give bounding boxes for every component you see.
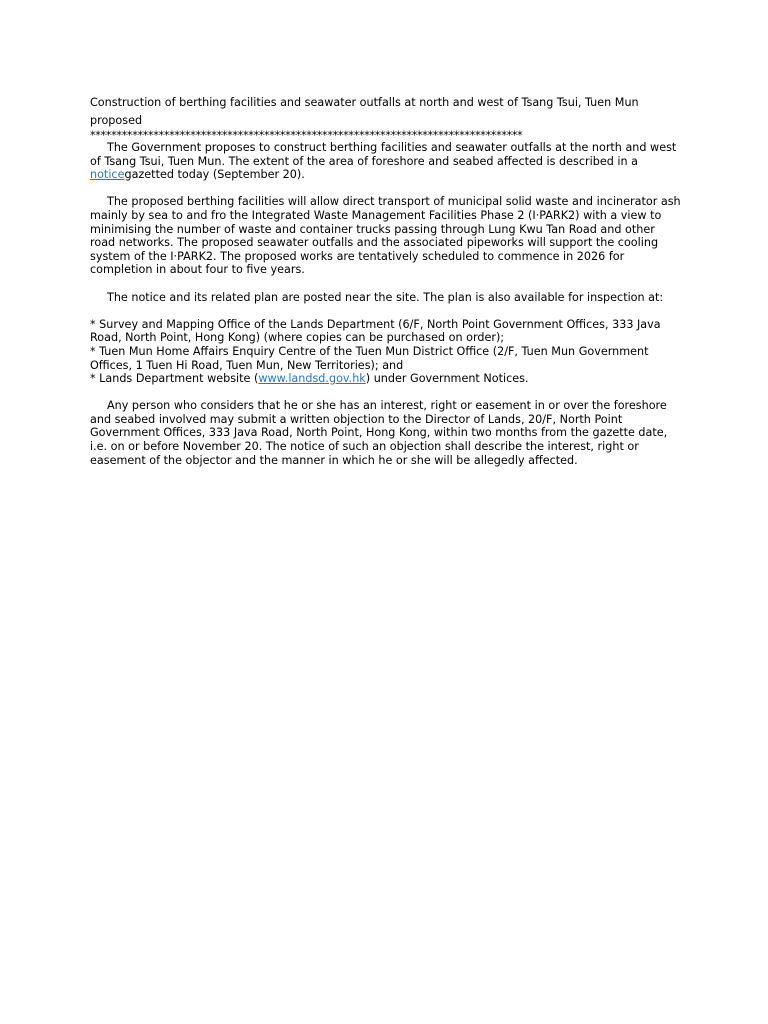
paragraph-4 xyxy=(90,399,682,467)
notice-link[interactable]: notice xyxy=(90,168,125,182)
paragraph-gap xyxy=(90,304,682,318)
paragraph-gap xyxy=(90,277,682,291)
separator-line: ********************************************************************************** xyxy=(90,130,523,141)
inspection-list-item-2: * Tuen Mun Home Affairs Enquiry Centre of the Tuen Mun District Office (2/F, Tuen Mun Government Offices, 1 Tuen Hi Road, Tuen Mun, New Territories); and xyxy=(90,344,649,372)
list-item-3-text-end: ) under Government Notices. xyxy=(365,372,529,386)
paragraph-1-text-end: gazetted today (September 20). xyxy=(124,168,305,182)
paragraph-gap xyxy=(90,182,682,196)
paragraph-2-text: The proposed berthing facilities will allow direct transport of municipal solid waste and incinerator ash mainly by sea to and fro the Integrated Waste Management Facilities Phase 2 (I·PARK2) with a view to minimising the number of waste and container trucks passing through Lung Kwu Tan Road and other road networks. The proposed seawater outfalls and the associated pipeworks will support the cooling system of the I·PARK2. The proposed works are tentatively scheduled to commence in 2026 for completion in about four to five years. xyxy=(90,195,681,277)
list-item-3-text: * Lands Department website ( xyxy=(90,372,259,386)
title-line-1: Construction of berthing facilities and seawater outfalls at north and west of Tsang Tsui, Tuen Mun xyxy=(90,96,639,109)
paragraph-3 xyxy=(90,291,682,305)
paragraph-4-text: Any person who considers that he or she has an interest, right or easement in or over the foreshore and seabed involved may submit a written objection to the Director of Lands, 20/F, North Point Government Offices, 333 Java Road, North Point, Hong Kong, within two months from the gazette date, i.e. on or before November 20. The notice of such an objection shall describe the interest, right or easement of the objector and the manner in which he or she will be allegedly affected. xyxy=(90,399,668,467)
paragraph-gap xyxy=(90,386,682,400)
paragraph-2 xyxy=(90,195,682,277)
paragraph-1-text: The Government proposes to construct berthing facilities and seawater outfalls at the north and west of Tsang Tsui, Tuen Mun. The extent of the area of foreshore and seabed affected is described in a xyxy=(90,141,677,168)
paragraph-1 xyxy=(90,141,682,182)
title-line-2: proposed xyxy=(90,114,143,127)
document-title xyxy=(90,94,682,130)
inspection-list-item-3 xyxy=(90,372,682,386)
paragraph-3-text: The notice and its related plan are posted near the site. The plan is also available for inspection at: xyxy=(107,290,664,304)
press-release-document xyxy=(90,94,682,467)
inspection-list-item-1: * Survey and Mapping Office of the Lands Department (6/F, North Point Government Offices, 333 Java Road, North Point, Hong Kong) (where copies can be purchased on order); xyxy=(90,317,661,345)
landsd-website-link[interactable]: www.landsd.gov.hk xyxy=(258,372,366,386)
